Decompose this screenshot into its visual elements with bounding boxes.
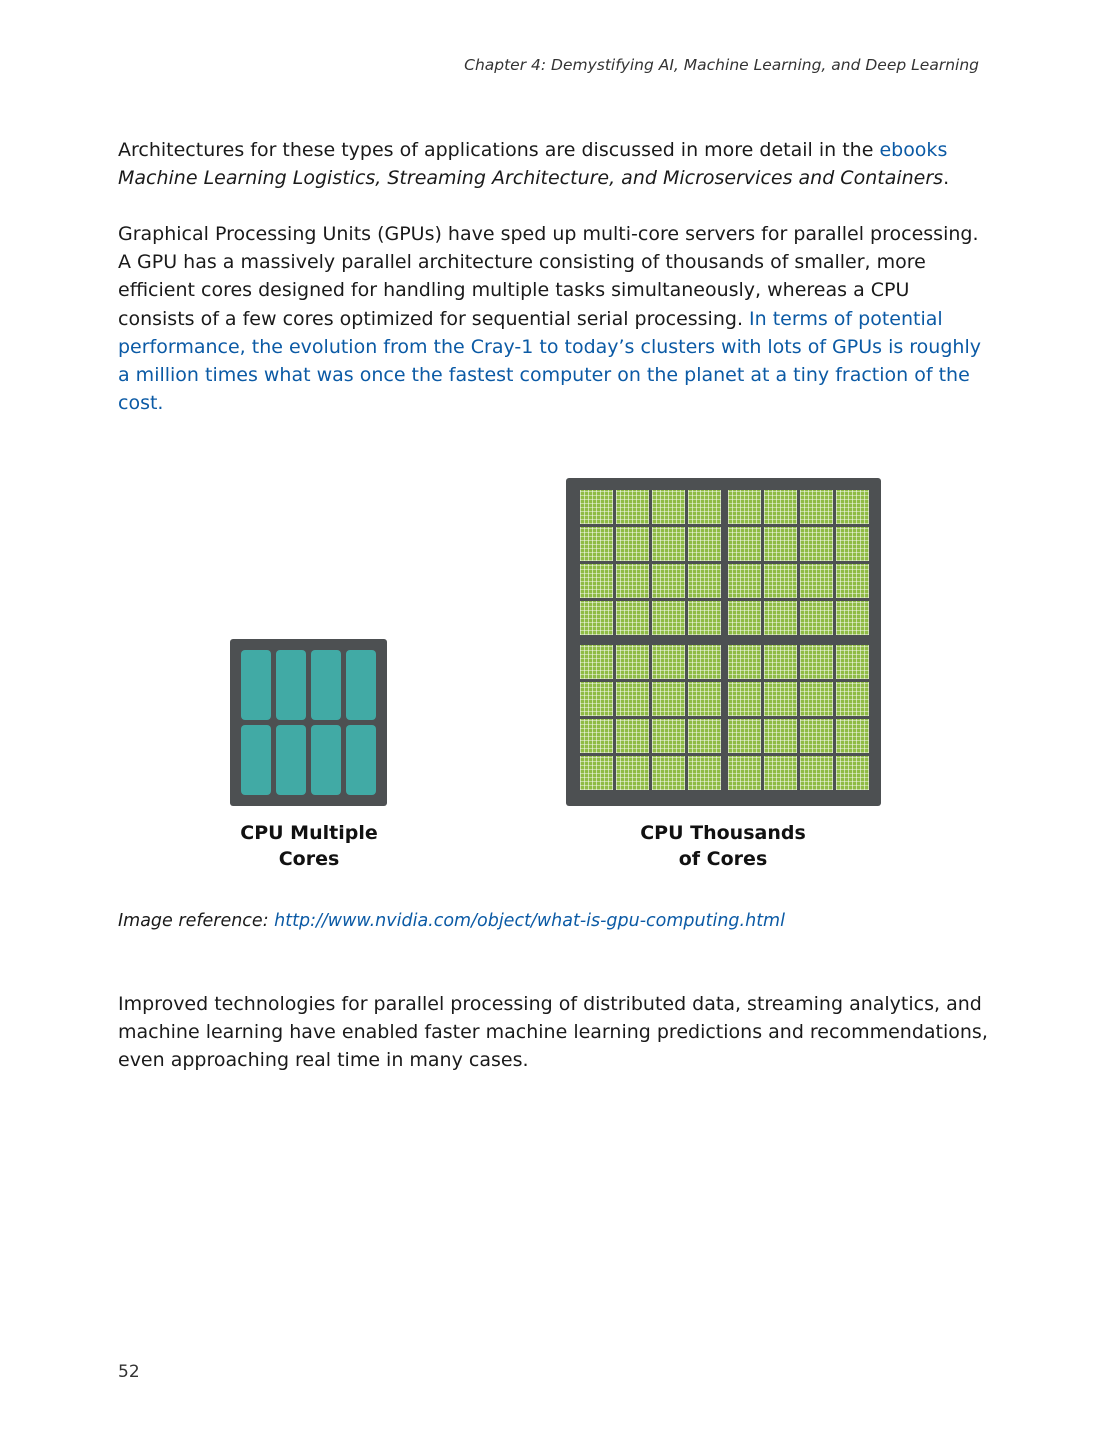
cpu-core: [311, 650, 341, 720]
ebook-titles: Machine Learning Logistics, Streaming Architecture, and Microservices and Containers: [118, 167, 944, 190]
gpu-core-block: [580, 645, 613, 679]
image-reference: [118, 911, 785, 931]
gpu-core-block: [580, 490, 613, 524]
gpu-core-block: [728, 527, 761, 561]
gpu-core-block: [616, 682, 649, 716]
gpu-core-block: [616, 490, 649, 524]
gpu-core-block: [764, 756, 797, 790]
gpu-core-block: [836, 601, 869, 635]
nvidia-link[interactable]: http://www.nvidia.com/object/what-is-gpu-computing.html: [274, 911, 785, 931]
gpu-core-block: [652, 756, 685, 790]
gpu-core-block: [580, 756, 613, 790]
gpu-core-block: [652, 645, 685, 679]
gpu-core-block: [688, 682, 721, 716]
gpu-core-block: [764, 682, 797, 716]
ebooks-link[interactable]: ebooks: [879, 139, 948, 161]
gpu-core-block: [800, 564, 833, 598]
gpu-core-block: [728, 601, 761, 635]
gpu-core-block: [800, 756, 833, 790]
gpu-core-block: [800, 527, 833, 561]
gpu-core-block: [836, 490, 869, 524]
cpu-caption-line2: Cores: [278, 848, 340, 870]
cpu-caption-line1: CPU Multiple: [240, 822, 378, 844]
gpu-core-block: [728, 756, 761, 790]
gpu-core-block: [764, 527, 797, 561]
gpu-core-block: [580, 719, 613, 753]
gpu-core-block: [728, 490, 761, 524]
gpu-core-block: [800, 490, 833, 524]
running-head: Chapter 4: Demystifying AI, Machine Learning, and Deep Learning: [464, 56, 979, 74]
gpu-core-block: [728, 564, 761, 598]
paragraph-text: Architectures for these types of applications are discussed in more detail in the: [118, 139, 880, 161]
gpu-core-block: [616, 645, 649, 679]
gpu-core-block: [652, 490, 685, 524]
gpu-core-block: [800, 719, 833, 753]
gpu-core-block: [580, 601, 613, 635]
gpu-core-block: [580, 682, 613, 716]
paragraph-text: Graphical Processing Units (GPUs) have sped up multi-core servers for parallel processing. A GPU has a massively parallel architecture consisting of thousands of smaller, more efficient cores designed for handling multiple tasks simultaneously, whereas a CPU consists of a few cores optimized for sequential serial processing.: [118, 223, 979, 330]
gpu-core-block: [616, 756, 649, 790]
gpu-core-block: [728, 682, 761, 716]
gpu-core-block: [652, 564, 685, 598]
gpu-core-block: [800, 682, 833, 716]
gpu-core-block: [836, 527, 869, 561]
gpu-core-block: [688, 564, 721, 598]
gpu-core-block: [616, 564, 649, 598]
gpu-core-block: [688, 719, 721, 753]
gpu-core-block: [616, 719, 649, 753]
gpu-core-block: [688, 756, 721, 790]
gpu-core-block: [764, 490, 797, 524]
gpu-core-block: [836, 645, 869, 679]
gpu-core-block: [836, 756, 869, 790]
cpu-core: [241, 725, 271, 795]
image-reference-label: Image reference:: [118, 911, 275, 931]
gpu-core-block: [764, 564, 797, 598]
gpu-chip-diagram: [566, 478, 881, 806]
gpu-core-block: [800, 645, 833, 679]
gpu-core-block: [728, 719, 761, 753]
gpu-core-block: [836, 719, 869, 753]
gpu-core-block: [652, 527, 685, 561]
gpu-core-block: [688, 645, 721, 679]
gpu-core-block: [836, 564, 869, 598]
gpu-core-block: [764, 601, 797, 635]
gpu-caption: [598, 820, 848, 872]
gpu-core-block: [688, 601, 721, 635]
gpu-core-block: [580, 527, 613, 561]
paragraph-architectures: [118, 136, 988, 192]
cpu-caption: [209, 820, 409, 872]
gpu-core-block: [616, 527, 649, 561]
page-number: 52: [118, 1362, 140, 1382]
paragraph-improved: Improved technologies for parallel processing of distributed data, streaming analytics, and machine learning have enabled faster machine learning predictions and recommendations, even approaching real time in many cases.: [118, 993, 988, 1072]
gpu-core-block: [688, 490, 721, 524]
cpu-core: [346, 725, 376, 795]
cpu-core: [311, 725, 341, 795]
gpu-core-block: [728, 645, 761, 679]
gpu-core-block: [800, 601, 833, 635]
gpu-core-block: [652, 682, 685, 716]
gpu-core-block: [836, 682, 869, 716]
cpu-core: [241, 650, 271, 720]
gpu-core-block: [764, 645, 797, 679]
gpu-core-block: [580, 564, 613, 598]
paragraph-gpus: [118, 220, 988, 417]
gpu-core-block: [764, 719, 797, 753]
highlighted-text: In terms of potential performance, the evolution from the Cray-1 to today’s clusters with lots of GPUs is roughly a million times what was once the fastest computer on the planet at a tiny fraction of the cost.: [118, 307, 981, 415]
gpu-core-block: [652, 719, 685, 753]
gpu-caption-line2: of Cores: [678, 848, 768, 870]
gpu-core-block: [652, 601, 685, 635]
cpu-core: [276, 650, 306, 720]
gpu-core-block: [688, 527, 721, 561]
cpu-chip-diagram: [230, 639, 387, 806]
gpu-caption-line1: CPU Thousands: [640, 822, 806, 844]
end-punctuation: .: [943, 167, 950, 190]
cpu-core: [276, 725, 306, 795]
cpu-core: [346, 650, 376, 720]
gpu-core-block: [616, 601, 649, 635]
